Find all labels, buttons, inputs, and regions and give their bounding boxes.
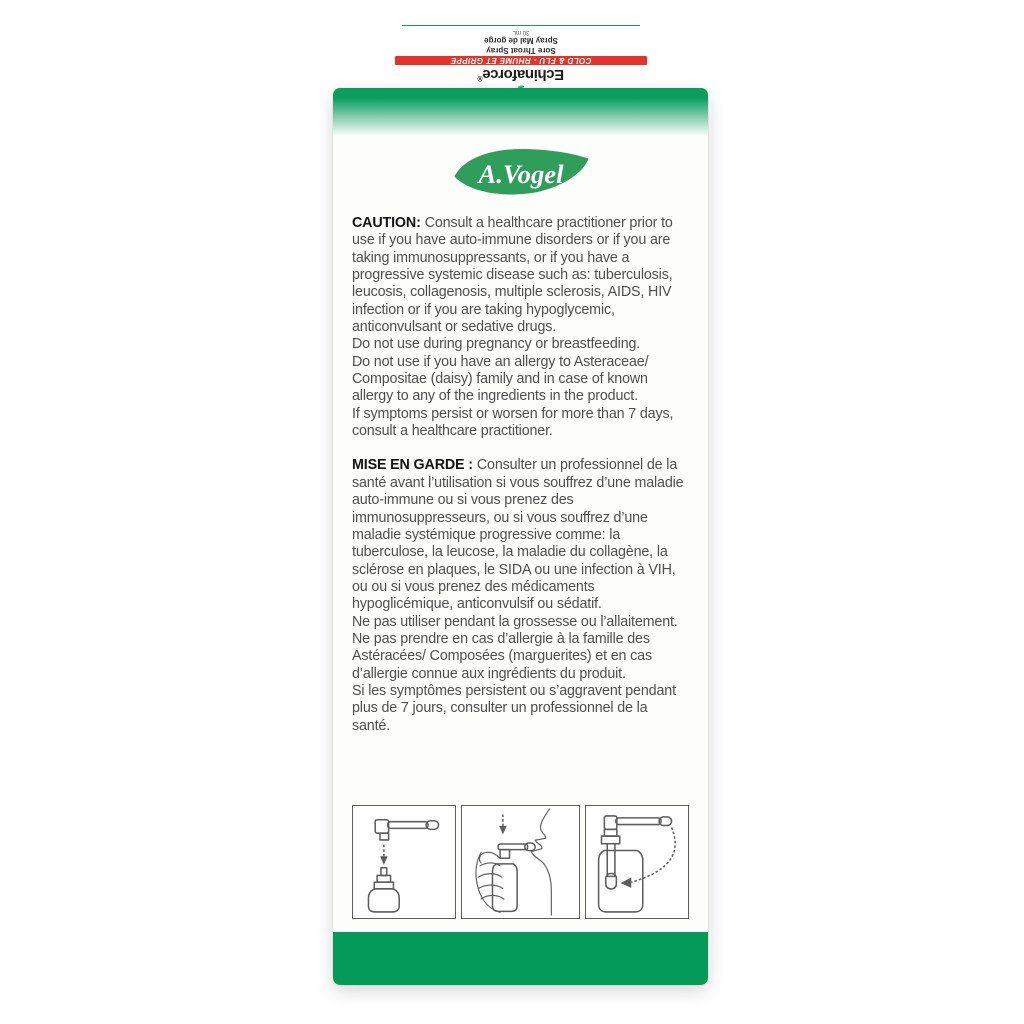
caution-en-p4: If symptoms persist or worsen for more than 7 days, consult a healthcare practitioner. (352, 405, 674, 440)
flap-name-fr: Spray Mal de gorge (483, 36, 558, 46)
bottom-green-band (333, 932, 708, 985)
caution-en-p2: Do not use during pregnancy or breastfeeding. (352, 336, 641, 353)
product-box (333, 26, 708, 985)
flap-category-band: COLD & FLU - RHUME ET GRIPPE (395, 56, 647, 65)
flap-volume: 30 mL (512, 29, 529, 36)
flap-brand-text: A.Vogel (518, 85, 523, 87)
fold-applicator-diagram-icon (585, 805, 689, 919)
flap-product-name: Echinaforce® (477, 66, 564, 84)
attach-applicator-diagram-icon (352, 805, 456, 919)
caution-fr-label: MISE EN GARDE : (352, 457, 473, 474)
caution-fr-p2: Ne pas utiliser pendant la grossesse ou l’allaitement. Ne pas prendre en cas d’allergie à la famille des Astéracées/ Composées (marguerites) et en cas d’allergie connue aux ingrédients du produit. (352, 613, 678, 682)
caution-text-column (333, 215, 708, 735)
caution-en-p1: CAUTION: Consult a healthcare practitioner prior to use if you have auto-immune disorders or if you are taking immunosuppressants, or if you have a progressive systemic disease such as: tuberculosis, leucosis, collagenosis, multiple sclerosis, AIDS, HIV infection or if you are taking hypoglycemic, anticonvulsant or sedative drugs. (352, 215, 673, 336)
box-back-panel (333, 88, 708, 985)
brand-logo-text: A.Vogel (477, 158, 564, 189)
avogel-leaf-logo (450, 146, 592, 200)
box-top-flap (361, 26, 681, 88)
caution-en-label: CAUTION: (352, 215, 421, 231)
top-green-gradient (333, 88, 708, 136)
spray-into-mouth-diagram-icon (461, 805, 581, 919)
registered-mark: ® (477, 74, 483, 82)
flap-name-en: Sore Throat Spray (485, 46, 556, 56)
caution-en-p3: Do not use if you have an allergy to Asteraceae/ Compositae (daisy) family and in case of known allergy to any of the ingredients in the product. (352, 353, 649, 405)
usage-instructions-row (352, 805, 689, 919)
caution-fr-p3: Si les symptômes persistent ou s’aggravent pendant plus de 7 jours, consulter un professionnel de la santé. (352, 682, 676, 734)
caution-fr-p1: MISE EN GARDE : Consulter un professionnel de la santé avant l’utilisation si vous souffrez d’une maladie auto-immune ou si vous prenez des immunosuppresseurs, ou si vous souffrez d’une maladie systémique progressive comme: la tuberculose, la leucose, la maladie du collagène, la sclérose en plaques, le SIDA ou une infection à VIH, ou ou si vous prenez des médicaments hypoglicémique, anticonvulsif ou sédatif. (352, 457, 684, 613)
